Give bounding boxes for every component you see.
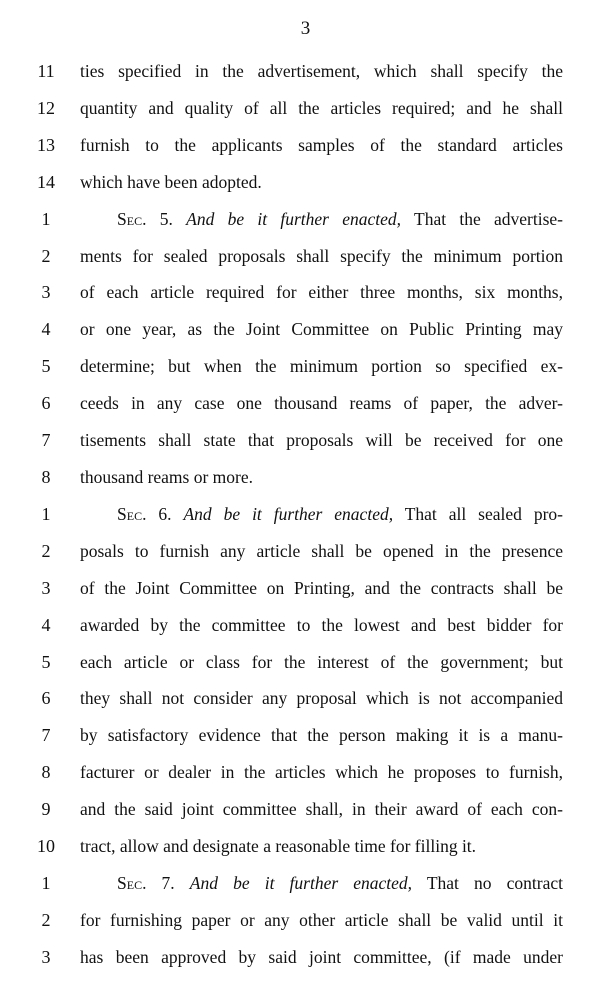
- page-number: 3: [300, 18, 311, 39]
- text-line: [0, 168, 611, 205]
- text-line: [0, 611, 611, 648]
- enacting-clause: And be it further enacted,: [189, 872, 413, 893]
- line-text: [80, 352, 563, 380]
- text-run: or one year, as the Joint Committee on Public Printing may: [80, 319, 563, 340]
- text-run: has been approved by said joint committee, (if made under: [80, 946, 563, 967]
- text-line: [0, 242, 611, 279]
- text-line: [0, 500, 611, 537]
- line-number: 13: [37, 134, 55, 155]
- text-run: posals to furnish any article shall be opened in the presence: [80, 540, 563, 561]
- line-number: 1: [41, 872, 51, 893]
- line-number: 3: [41, 282, 51, 303]
- line-number: 2: [41, 245, 51, 266]
- line-number: 7: [41, 725, 51, 746]
- text-line: [0, 389, 611, 426]
- line-text: [80, 906, 563, 934]
- text-run: for furnishing paper or any other article shall be valid until it: [80, 909, 563, 930]
- line-text: [80, 315, 563, 343]
- section-label: Sec. 7.: [117, 872, 175, 893]
- text-run: and the said joint committee shall, in their award of each con-: [80, 799, 563, 820]
- line-number: 11: [37, 61, 55, 81]
- line-number: 9: [41, 799, 51, 820]
- line-text: [80, 426, 563, 454]
- text-run: each article or class for the interest of the government; but: [80, 651, 563, 672]
- line-text: [80, 537, 563, 565]
- text-run: quantity and quality of all the articles required; and he shall: [80, 97, 563, 118]
- text-line: [0, 315, 611, 352]
- line-text: [80, 131, 563, 159]
- text-run: [172, 504, 184, 524]
- line-number: 4: [41, 614, 51, 635]
- text-line: [0, 684, 611, 721]
- text-line: [0, 758, 611, 795]
- line-number: 8: [41, 762, 51, 783]
- line-text: [80, 94, 563, 122]
- text-run: awarded by the committee to the lowest and best bidder for: [80, 614, 563, 635]
- line-number: 6: [41, 393, 51, 414]
- line-number: 14: [37, 171, 55, 192]
- line-text: [80, 795, 563, 823]
- line-text: [80, 684, 563, 712]
- text-line: [0, 574, 611, 611]
- text-line: [0, 869, 611, 906]
- text-run: ceeds in any case one thousand reams of paper, the adver-: [80, 393, 563, 414]
- text-run: That all sealed pro-: [393, 503, 563, 524]
- text-line: [0, 648, 611, 685]
- line-text: [80, 278, 563, 306]
- enacting-clause: And be it further enacted,: [183, 503, 394, 524]
- text-run: by satisfactory evidence that the person making it is a manu-: [80, 725, 563, 746]
- text-line: [0, 537, 611, 574]
- text-line: [0, 94, 611, 131]
- line-text: [80, 721, 563, 749]
- line-number: 5: [41, 651, 51, 672]
- text-run: [173, 209, 186, 229]
- line-text: [80, 648, 563, 676]
- section-label: Sec. 5.: [117, 208, 173, 229]
- line-number: 1: [41, 208, 51, 229]
- text-line: [0, 906, 611, 943]
- text-run: That the advertise-: [401, 208, 563, 229]
- text-run: of each article required for either three months, six months,: [80, 282, 563, 303]
- section-label: Sec. 6.: [117, 503, 172, 524]
- text-line: [0, 278, 611, 315]
- text-run: [175, 873, 190, 893]
- text-line: [0, 205, 611, 242]
- line-text: [80, 57, 563, 85]
- text-run: they shall not consider any proposal which is not accompanied: [80, 688, 563, 709]
- text-line: [0, 463, 611, 500]
- line-number: 10: [37, 836, 55, 857]
- text-line: [0, 795, 611, 832]
- text-run: determine; but when the minimum portion so specified ex-: [80, 356, 563, 377]
- text-run: of the Joint Committee on Printing, and the contracts shall be: [80, 577, 563, 598]
- text-run: furnish to the applicants samples of the standard articles: [80, 134, 563, 155]
- line-text: [80, 389, 563, 417]
- text-run: facturer or dealer in the articles which he proposes to furnish,: [80, 762, 563, 783]
- line-text: [80, 168, 563, 196]
- text-line: [0, 352, 611, 389]
- text-line: [0, 943, 611, 980]
- text-run: ties specified in the advertisement, which shall specify the: [80, 61, 563, 81]
- enacting-clause: And be it further enacted,: [186, 208, 402, 229]
- text-run: thousand reams or more.: [80, 466, 254, 487]
- text-line: [0, 131, 611, 168]
- line-text: [80, 242, 563, 270]
- line-number: 6: [41, 688, 51, 709]
- text-run: tract, allow and designate a reasonable time for filling it.: [80, 836, 477, 857]
- line-text: [80, 463, 563, 491]
- line-number: 5: [41, 356, 51, 377]
- line-text: [80, 205, 563, 233]
- line-number: 2: [41, 540, 51, 561]
- line-text: [80, 758, 563, 786]
- text-line: [0, 57, 611, 94]
- text-run: tisements shall state that proposals will be received for one: [80, 430, 563, 451]
- line-number: 3: [41, 577, 51, 598]
- text-line: [0, 721, 611, 758]
- text-lines: [0, 57, 611, 980]
- line-text: [80, 869, 563, 897]
- line-text: [80, 943, 563, 971]
- line-text: [80, 574, 563, 602]
- line-number: 1: [41, 503, 51, 524]
- line-number: 12: [37, 97, 55, 118]
- text-line: [0, 426, 611, 463]
- text-run: ments for sealed proposals shall specify the minimum portion: [80, 245, 563, 266]
- line-number: 7: [41, 430, 51, 451]
- line-text: [80, 832, 563, 860]
- text-line: [0, 832, 611, 869]
- text-run: That no contract: [412, 872, 563, 893]
- line-number: 3: [41, 946, 51, 967]
- line-text: [80, 500, 563, 528]
- line-number: 8: [41, 466, 51, 487]
- line-number: 2: [41, 909, 51, 930]
- line-text: [80, 611, 563, 639]
- text-run: which have been adopted.: [80, 171, 262, 192]
- line-number: 4: [41, 319, 51, 340]
